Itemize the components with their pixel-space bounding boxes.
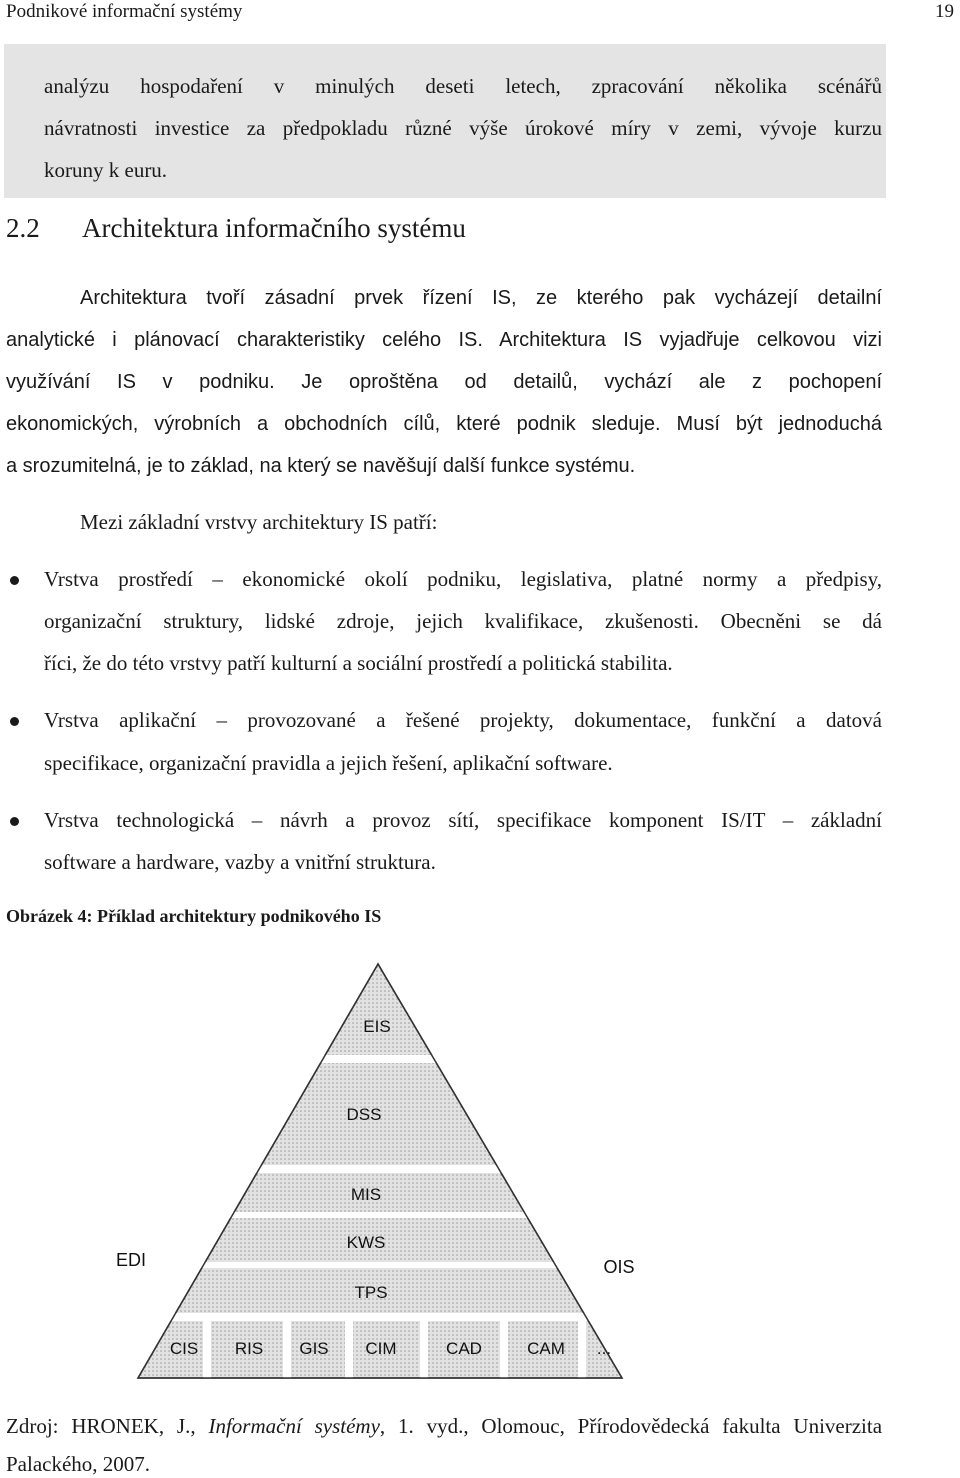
bullet-3-line-2: software a hardware, vazby a vnitřní struktura.	[44, 850, 436, 874]
paragraph-line-2: analytické i plánovací charakteristiky celého IS. Architektura IS vyjadřuje celkovou vizi	[6, 329, 882, 351]
section-title: Architektura informačního systému	[82, 213, 466, 243]
paragraph-line-1: Architektura tvoří zásadní prvek řízení IS, ze kterého pak vycházejí detailní	[80, 287, 882, 309]
section-number: 2.2	[6, 213, 40, 243]
base-label-cis: CIS	[169, 1339, 199, 1358]
bullet-1-line-3: říci, že do této vrstvy patří kulturní a sociální prostředí a politická stabilita.	[44, 651, 673, 675]
bullet-2-line-2: specifikace, organizační pravidla a jejich řešení, aplikační software.	[44, 751, 613, 775]
source-title: Informační systémy	[208, 1414, 380, 1438]
level-label-tps: TPS	[354, 1283, 388, 1302]
base-label-cam: CAM	[527, 1339, 565, 1358]
base-separator	[283, 1320, 291, 1378]
bullet-3-line-1: Vrstva technologická – návrh a provoz sítí, specifikace komponent IS/IT – základní	[44, 808, 882, 832]
level-separator	[138, 1212, 622, 1218]
figure-caption: Obrázek 4: Příklad architektury podnikového IS	[6, 906, 382, 926]
source-author: HRONEK, J.,	[71, 1414, 196, 1438]
level-separator	[138, 1165, 622, 1173]
bullet-2-line-1: Vrstva aplikační – provozované a řešené projekty, dokumentace, funkční a datová	[44, 708, 882, 732]
paragraph-line-4: ekonomických, výrobních a obchodních cílů, které podnik sleduje. Musí být jednoduchá	[6, 413, 882, 435]
bullet-1-line-1: Vrstva prostředí – ekonomické okolí podniku, legislativa, platné normy a předpisy,	[44, 567, 882, 591]
base-separator	[500, 1320, 508, 1378]
intro-line-3: koruny k euru.	[44, 158, 168, 182]
base-separator	[578, 1320, 586, 1378]
level-label-mis: MIS	[350, 1185, 382, 1204]
bullet-1-line-2: organizační struktury, lidské zdroje, jejich kvalifikace, zkušenosti. Obecněni se dá	[44, 609, 882, 633]
level-separator	[138, 1313, 622, 1321]
base-separator	[345, 1320, 353, 1378]
source-line-1	[6, 1412, 882, 1440]
level-label-eis: EIS	[363, 1017, 391, 1036]
level-label-dss: DSS	[346, 1105, 382, 1124]
paragraph-line-3: využívání IS v podniku. Je oproštěna od detailů, vychází ale z pochopení	[6, 371, 882, 393]
side-label-edi: EDI	[115, 1250, 147, 1270]
source-line-2: Palackého, 2007.	[6, 1452, 151, 1476]
base-separator	[203, 1320, 211, 1378]
intro-line-2: návratnosti investice za předpokladu různé výše úrokové míry v zemi, vývoje kurzu	[44, 116, 882, 140]
base-label-cim: CIM	[365, 1339, 397, 1358]
bullet-dot	[10, 576, 19, 585]
base-label-ris: RIS	[234, 1339, 264, 1358]
base-label-gis: GIS	[299, 1339, 329, 1358]
level-separator	[138, 1055, 622, 1063]
source-rest: , 1. vyd., Olomouc, Přírodovědecká fakulta Univerzita	[379, 1414, 883, 1438]
level-label-kws: KWS	[346, 1233, 386, 1252]
base-separator	[420, 1320, 428, 1378]
bullet-dot	[10, 817, 19, 826]
side-label-ois: OIS	[603, 1257, 635, 1277]
running-header-title: Podnikové informační systémy	[6, 1, 243, 22]
paragraph-line-5: a srozumitelná, je to základ, na který se navěšují další funkce systému.	[6, 455, 636, 477]
bullet-dot	[10, 717, 19, 726]
intro-line-1: analýzu hospodaření v minulých deseti letech, zpracování několika scénářů	[44, 74, 882, 98]
base-label-more: ...	[596, 1339, 612, 1358]
base-label-cad: CAD	[446, 1339, 482, 1358]
page-number: 19	[935, 1, 954, 22]
level-separator	[138, 1262, 622, 1268]
source-label: Zdroj:	[6, 1414, 59, 1438]
architecture-pyramid	[0, 950, 960, 1400]
layers-intro: Mezi základní vrstvy architektury IS patří:	[80, 510, 438, 534]
